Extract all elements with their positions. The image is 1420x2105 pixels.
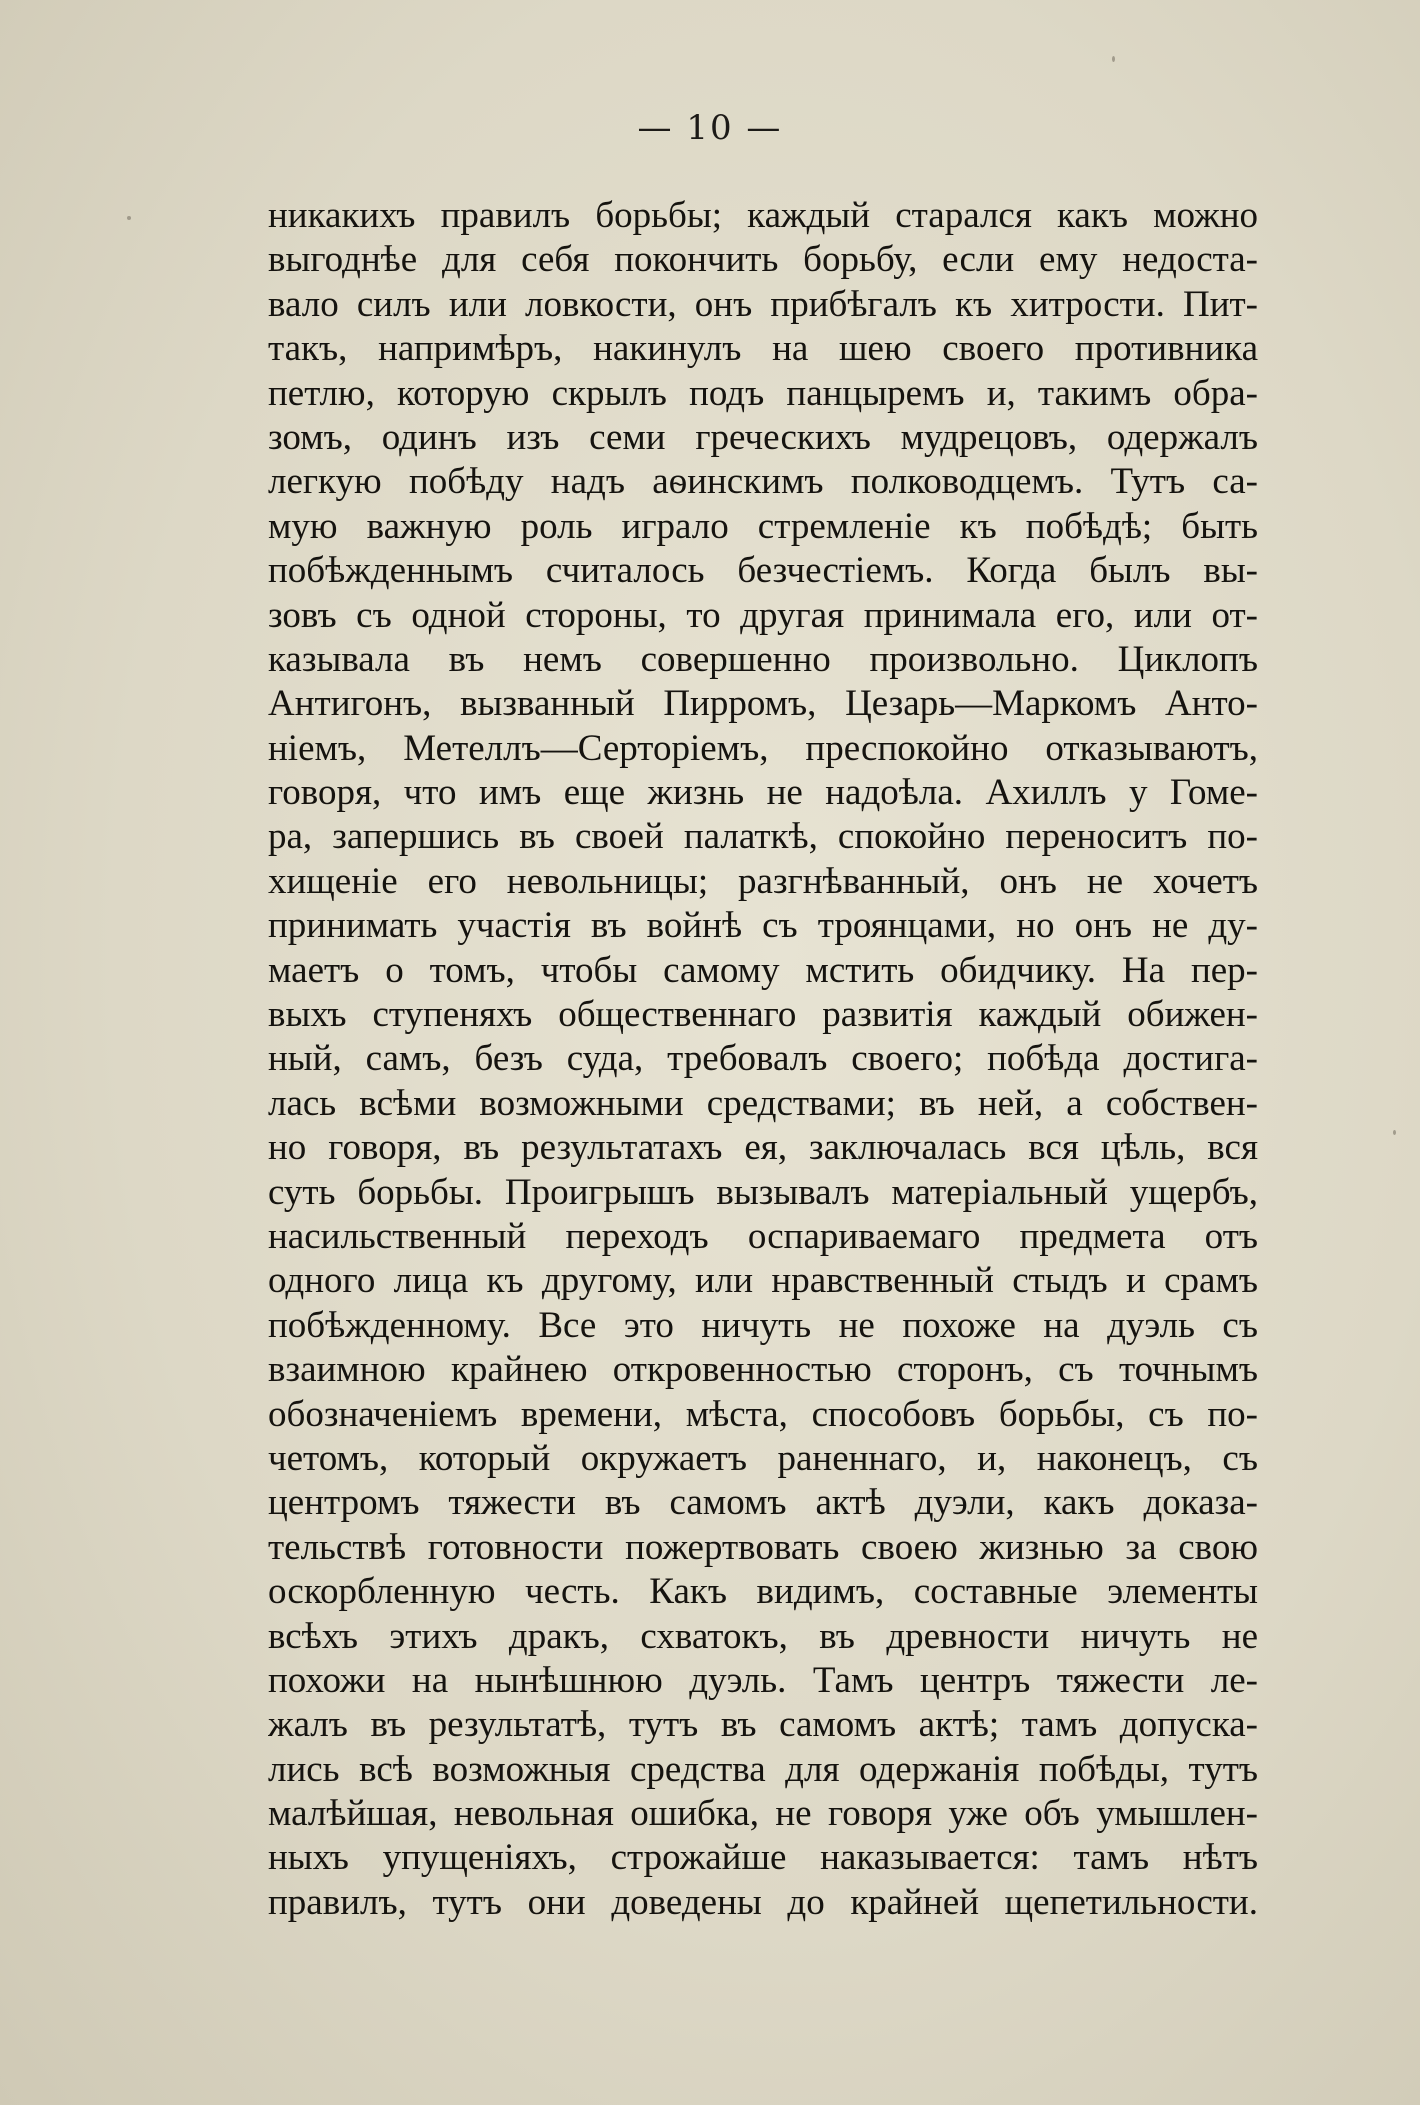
text-line: легкую побѣду надъ аѳинскимъ полководцемъ. Тутъ са- [268,461,1258,503]
text-line: вало силъ или ловкости, онъ прибѣгалъ къ хитрости. Пит- [268,283,1258,325]
text-line: никакихъ правилъ борьбы; каждый старался какъ можно [268,195,1258,236]
paper-speck [1393,1130,1396,1135]
text-line: суть борьбы. Проигрышъ вызывалъ матеріальный ущербъ, [268,1171,1258,1213]
text-line: взаимною крайнею откровенностью сторонъ, съ точнымъ [268,1349,1258,1391]
text-line: лись всѣ возможныя средства для одержанія побѣды, тутъ [268,1748,1258,1790]
text-line: лась всѣми возможными средствами; въ ней, а собствен- [268,1082,1258,1124]
paper-speck [127,216,131,220]
text-line: но говоря, въ результатахъ ея, заключалась вся цѣль, вся [268,1127,1258,1169]
paper-speck [1112,56,1115,62]
text-line: правилъ, тутъ они доведены до крайней щепетильности. [268,1881,1258,1923]
text-line: ніемъ, Метеллъ—Серторіемъ, преспокойно отказываютъ, [268,727,1258,769]
text-line: побѣжденнымъ считалось безчестіемъ. Когда былъ вы- [268,550,1258,592]
text-line: казывала въ немъ совершенно произвольно. Циклопъ [268,638,1258,680]
text-line: тельствѣ готовности пожертвовать своею жизнью за свою [268,1526,1258,1568]
body-text [268,194,1258,1925]
text-line: обозначеніемъ времени, мѣста, способовъ борьбы, съ по- [268,1393,1258,1435]
page-number: — 10 — [637,108,783,148]
text-line: Антигонъ, вызванный Пирромъ, Цезарь—Маркомъ Анто- [268,683,1258,725]
text-line: центромъ тяжести въ самомъ актѣ дуэли, какъ доказа- [268,1482,1258,1524]
text-line: четомъ, который окружаетъ раненнаго, и, наконецъ, съ [268,1437,1258,1479]
text-line: ныхъ упущеніяхъ, строжайше наказывается: тамъ нѣтъ [268,1837,1258,1879]
text-line: хищеніе его невольницы; разгнѣванный, онъ не хочетъ [268,860,1258,902]
text-line: ра, запершись въ своей палаткѣ, спокойно переноситъ по- [268,816,1258,858]
text-line: мую важную роль играло стремленіе къ побѣдѣ; быть [268,505,1258,547]
text-line: зовъ съ одной стороны, то другая принимала его, или от- [268,594,1258,636]
text-line: маетъ о томъ, чтобы самому мстить обидчику. На пер- [268,949,1258,991]
text-line: принимать участія въ войнѣ съ троянцами, но онъ не ду- [268,905,1258,947]
text-line: оскорбленную честь. Какъ видимъ, составные элементы [268,1571,1258,1613]
text-line: похожи на нынѣшнюю дуэль. Тамъ центръ тяжести ле- [268,1659,1258,1701]
text-line: малѣйшая, невольная ошибка, не говоря уже объ умышлен- [268,1793,1258,1835]
text-line: насильственный переходъ оспариваемаго предмета отъ [268,1215,1258,1257]
text-line: побѣжденному. Все это ничуть не похоже на дуэль съ [268,1304,1258,1346]
text-line: выхъ ступеняхъ общественнаго развитія каждый обижен- [268,994,1258,1036]
text-line: жалъ въ результатѣ, тутъ въ самомъ актѣ; тамъ допуска- [268,1704,1258,1746]
text-line: петлю, которую скрылъ подъ панцыремъ и, такимъ обра- [268,372,1258,414]
text-line: одного лица къ другому, или нравственный стыдъ и срамъ [268,1260,1258,1302]
text-line: зомъ, одинъ изъ семи греческихъ мудрецовъ, одержалъ [268,416,1258,458]
text-line: ный, самъ, безъ суда, требовалъ своего; побѣда достига- [268,1038,1258,1080]
text-line: выгоднѣе для себя покончить борьбу, если ему недоста- [268,239,1258,281]
text-line: говоря, что имъ еще жизнь не надоѣла. Ахиллъ у Гоме- [268,772,1258,814]
text-line: такъ, напримѣръ, накинулъ на шею своего противника [268,328,1258,370]
text-line: всѣхъ этихъ дракъ, схватокъ, въ древности ничуть не [268,1615,1258,1657]
